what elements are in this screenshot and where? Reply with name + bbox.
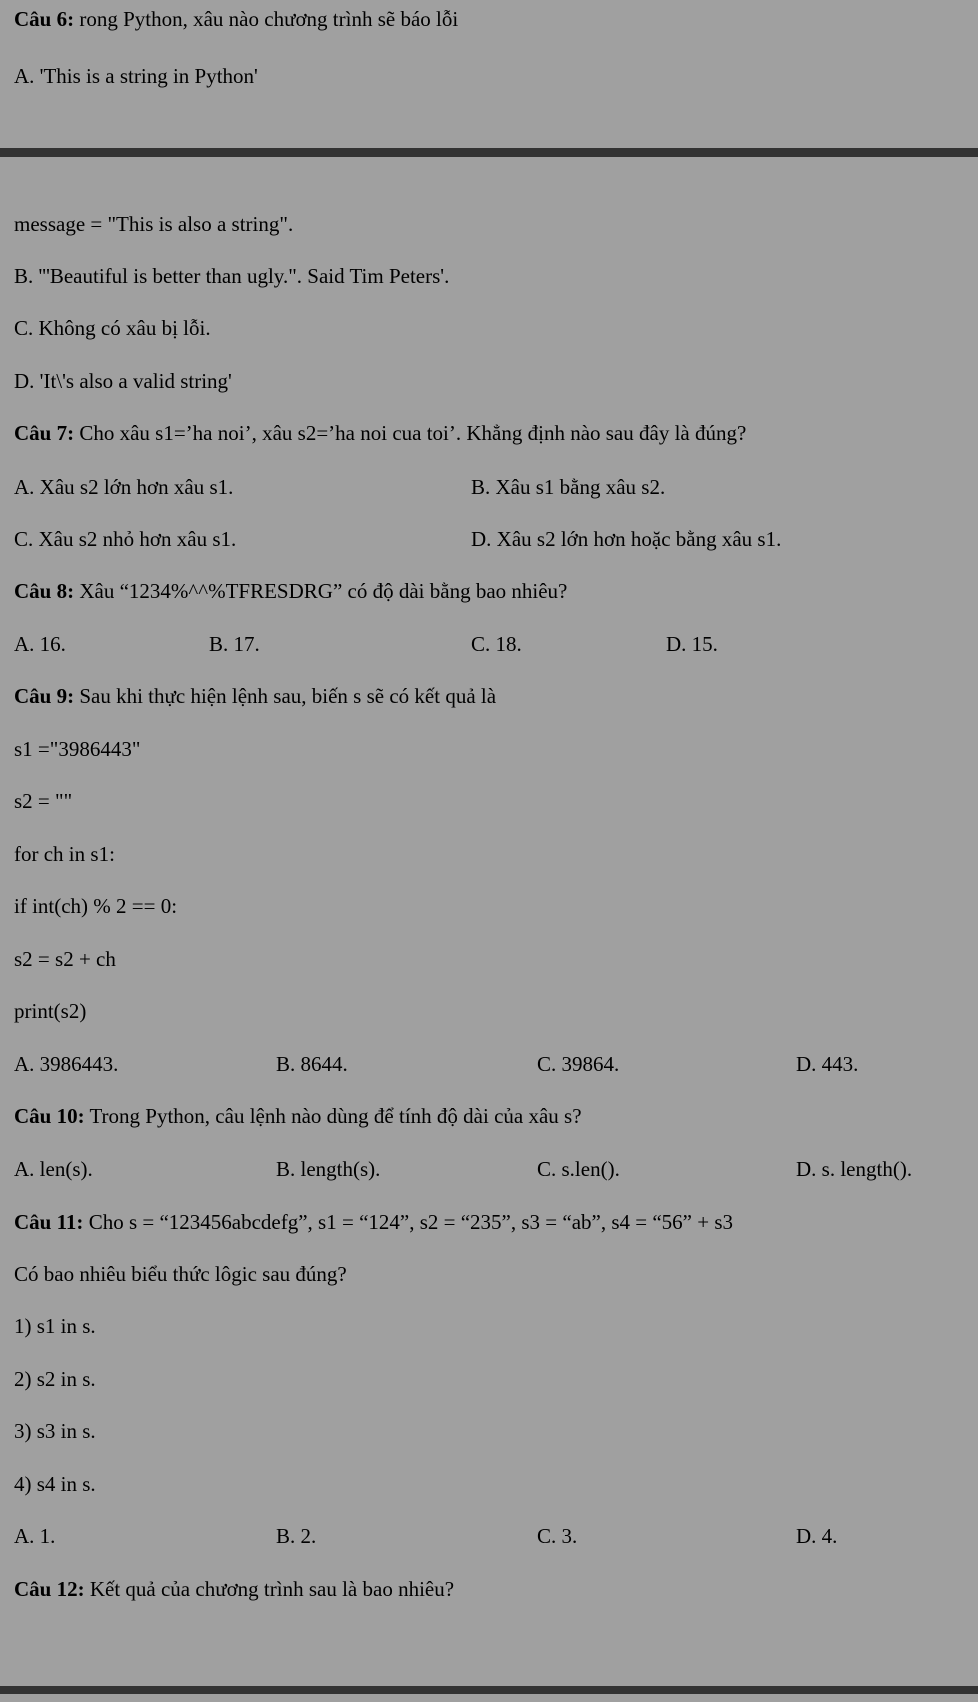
question-10 (14, 1103, 582, 1129)
option-b: B. 2. (276, 1524, 317, 1548)
code-line: s1 ="3986443" (14, 737, 141, 761)
code-line: for ch in s1: (14, 842, 115, 866)
question-text: Trong Python, câu lệnh nào dùng để tính độ dài của xâu s? (84, 1104, 582, 1128)
question-text: Kết quả của chương trình sau là bao nhiêu? (84, 1577, 455, 1601)
option-b: B. '''Beautiful is better than ugly.". Said Tim Peters'. (14, 264, 450, 288)
question-label: Câu 7: (14, 421, 75, 445)
question-11 (14, 1209, 733, 1235)
option-d: D. 'It\'s also a valid string' (14, 369, 232, 393)
code-line: s2 = "" (14, 789, 73, 813)
option-c: C. s.len(). (537, 1157, 620, 1181)
option-a: A. 3986443. (14, 1052, 119, 1076)
question-label: Câu 8: (14, 579, 75, 603)
question-12 (14, 1576, 454, 1602)
option-c: C. Xâu s2 nhỏ hơn xâu s1. (14, 527, 237, 551)
question-8 (14, 578, 567, 604)
question-7 (14, 420, 746, 446)
divider (0, 1686, 978, 1694)
question-label: Câu 10: (14, 1104, 85, 1128)
option-b: B. length(s). (276, 1157, 381, 1181)
list-item: 2) s2 in s. (14, 1367, 96, 1391)
code-line: if int(ch) % 2 == 0: (14, 894, 178, 918)
option-c: C. 18. (471, 632, 522, 656)
option-a: A. Xâu s2 lớn hơn xâu s1. (14, 475, 234, 499)
option-c: C. 39864. (537, 1052, 620, 1076)
option-b: B. 17. (209, 632, 260, 656)
option-c: C. 3. (537, 1524, 578, 1548)
option-a: A. 'This is a string in Python' (14, 64, 258, 88)
option-a: A. 1. (14, 1524, 56, 1548)
option-d: D. Xâu s2 lớn hơn hoặc bằng xâu s1. (471, 527, 782, 551)
question-label: Câu 9: (14, 684, 75, 708)
question-text: Cho xâu s1=’ha noi’, xâu s2=’ha noi cua toi’. Khẳng định nào sau đây là đúng? (74, 421, 747, 445)
option-d: D. 443. (796, 1052, 859, 1076)
code-line: message = "This is also a string". (14, 212, 294, 236)
list-item: 1) s1 in s. (14, 1314, 96, 1338)
option-c: C. Không có xâu bị lỗi. (14, 316, 211, 340)
question-text: Xâu “1234%^^%TFRESDRG” có độ dài bằng bao nhiêu? (74, 579, 568, 603)
list-item: 3) s3 in s. (14, 1419, 96, 1443)
option-a: A. len(s). (14, 1157, 93, 1181)
divider (0, 148, 978, 157)
option-b: B. Xâu s1 bằng xâu s2. (471, 475, 666, 499)
question-text: Sau khi thực hiện lệnh sau, biến s sẽ có kết quả là (74, 684, 497, 708)
question-subtext: Có bao nhiêu biểu thức lôgic sau đúng? (14, 1262, 347, 1286)
list-item: 4) s4 in s. (14, 1472, 96, 1496)
option-b: B. 8644. (276, 1052, 348, 1076)
code-line: s2 = s2 + ch (14, 947, 116, 971)
code-line: print(s2) (14, 999, 87, 1023)
option-d: D. 15. (666, 632, 718, 656)
option-a: A. 16. (14, 632, 66, 656)
question-text: Cho s = “123456abcdefg”, s1 = “124”, s2 = “235”, s3 = “ab”, s4 = “56” + s3 (83, 1210, 734, 1234)
option-d: D. 4. (796, 1524, 838, 1548)
question-text: rong Python, xâu nào chương trình sẽ báo lỗi (74, 7, 459, 31)
question-label: Câu 12: (14, 1577, 85, 1601)
question-9 (14, 683, 496, 709)
question-6 (14, 6, 458, 32)
question-label: Câu 11: (14, 1210, 84, 1234)
question-label: Câu 6: (14, 7, 75, 31)
option-d: D. s. length(). (796, 1157, 913, 1181)
